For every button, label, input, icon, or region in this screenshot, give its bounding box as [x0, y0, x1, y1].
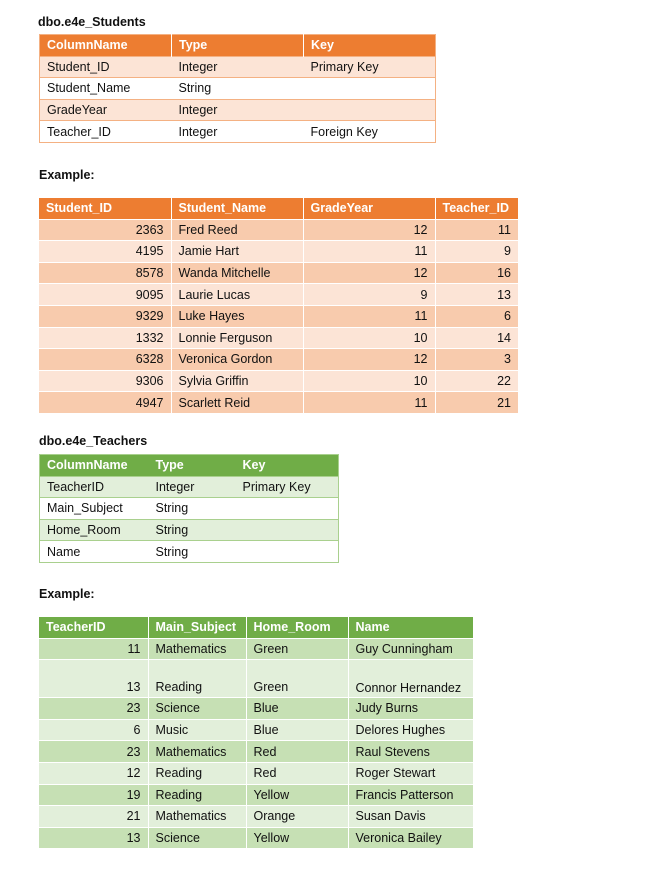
- table-cell: 9: [303, 284, 435, 306]
- header-cell: GradeYear: [303, 198, 435, 219]
- table-cell: 11: [303, 305, 435, 327]
- table-cell: Lonnie Ferguson: [171, 327, 303, 349]
- table-cell: String: [149, 498, 236, 520]
- table-cell: 16: [435, 262, 518, 284]
- header-cell: Student_ID: [39, 198, 171, 219]
- table-cell: 6328: [39, 349, 171, 371]
- table-cell: Student_Name: [40, 78, 172, 100]
- table-cell: Integer: [172, 56, 304, 78]
- table-cell: 9: [435, 241, 518, 263]
- table-row: [39, 370, 518, 392]
- table-cell: 10: [303, 370, 435, 392]
- table-cell: Green: [246, 638, 348, 660]
- table-cell: Guy Cunningham: [348, 638, 473, 660]
- header-cell: Type: [172, 35, 304, 57]
- table-cell: Veronica Bailey: [348, 827, 473, 848]
- table-cell: Yellow: [246, 827, 348, 848]
- table-row: [39, 784, 473, 806]
- table-cell: Blue: [246, 698, 348, 720]
- header-cell: Key: [304, 35, 436, 57]
- table-cell: Name: [40, 541, 149, 563]
- table-row: [40, 78, 436, 100]
- table-cell: Home_Room: [40, 519, 149, 541]
- table-row: [39, 392, 518, 413]
- table-cell: Fred Reed: [171, 219, 303, 241]
- table-cell: 19: [39, 784, 148, 806]
- header-cell: Main_Subject: [148, 617, 246, 638]
- table-cell: Integer: [172, 121, 304, 143]
- header-cell: Key: [236, 455, 339, 477]
- header-row: [39, 617, 473, 638]
- table-cell: Susan Davis: [348, 806, 473, 828]
- table-cell: 1332: [39, 327, 171, 349]
- table-cell: Sylvia Griffin: [171, 370, 303, 392]
- table-row: [40, 56, 436, 78]
- table-cell: Student_ID: [40, 56, 172, 78]
- header-cell: Name: [348, 617, 473, 638]
- table-row: [39, 762, 473, 784]
- table-row: [39, 660, 473, 698]
- table-cell: Judy Burns: [348, 698, 473, 720]
- table-cell: 9095: [39, 284, 171, 306]
- table-cell: Integer: [149, 476, 236, 498]
- table-cell: 13: [39, 660, 148, 698]
- table-cell: Primary Key: [304, 56, 436, 78]
- header-cell: Type: [149, 455, 236, 477]
- table-cell: [236, 541, 339, 563]
- table-cell: 22: [435, 370, 518, 392]
- table-cell: 11: [303, 241, 435, 263]
- table-row: [40, 99, 436, 121]
- header-cell: Student_Name: [171, 198, 303, 219]
- table-cell: 9306: [39, 370, 171, 392]
- table-row: [39, 241, 518, 263]
- header-cell: Teacher_ID: [435, 198, 518, 219]
- table-cell: 11: [303, 392, 435, 413]
- table-cell: Francis Patterson: [348, 784, 473, 806]
- teachers-table-title: dbo.e4e_Teachers: [39, 434, 148, 448]
- table-cell: Scarlett Reid: [171, 392, 303, 413]
- table-cell: 11: [39, 638, 148, 660]
- table-cell: [304, 78, 436, 100]
- teachers-example-label: Example:: [39, 587, 95, 601]
- table-cell: Red: [246, 741, 348, 763]
- table-row: [40, 476, 339, 498]
- table-cell: 23: [39, 698, 148, 720]
- table-cell: [236, 519, 339, 541]
- table-cell: Orange: [246, 806, 348, 828]
- table-cell: Mathematics: [148, 741, 246, 763]
- header-row: [40, 35, 436, 57]
- table-cell: 13: [435, 284, 518, 306]
- table-row: [39, 719, 473, 741]
- table-cell: Delores Hughes: [348, 719, 473, 741]
- table-cell: Roger Stewart: [348, 762, 473, 784]
- table-cell: Red: [246, 762, 348, 784]
- table-cell: 11: [435, 219, 518, 241]
- table-cell: 6: [435, 305, 518, 327]
- table-cell: Foreign Key: [304, 121, 436, 143]
- teachers-example-table: [39, 617, 473, 848]
- students-table-title: dbo.e4e_Students: [38, 15, 146, 29]
- table-row: [40, 519, 339, 541]
- table-cell: 21: [435, 392, 518, 413]
- table-cell: 2363: [39, 219, 171, 241]
- table-cell: GradeYear: [40, 99, 172, 121]
- table-cell: Green: [246, 660, 348, 698]
- table-cell: Integer: [172, 99, 304, 121]
- table-cell: 12: [303, 262, 435, 284]
- table-row: [39, 806, 473, 828]
- table-cell: 6: [39, 719, 148, 741]
- table-row: [39, 262, 518, 284]
- table-cell: Science: [148, 698, 246, 720]
- table-cell: Reading: [148, 660, 246, 698]
- students-example-table: [39, 198, 518, 413]
- header-row: [40, 455, 339, 477]
- table-cell: Yellow: [246, 784, 348, 806]
- table-cell: Mathematics: [148, 806, 246, 828]
- table-cell: 12: [303, 349, 435, 371]
- table-cell: 14: [435, 327, 518, 349]
- header-row: [39, 198, 518, 219]
- table-cell: Main_Subject: [40, 498, 149, 520]
- table-cell: Veronica Gordon: [171, 349, 303, 371]
- table-row: [39, 284, 518, 306]
- table-row: [40, 121, 436, 143]
- table-row: [39, 349, 518, 371]
- table-cell: Jamie Hart: [171, 241, 303, 263]
- table-cell: 12: [39, 762, 148, 784]
- table-cell: Music: [148, 719, 246, 741]
- table-cell: Laurie Lucas: [171, 284, 303, 306]
- table-cell: Luke Hayes: [171, 305, 303, 327]
- table-cell: 13: [39, 827, 148, 848]
- students-example-label: Example:: [39, 168, 95, 182]
- table-cell: 10: [303, 327, 435, 349]
- table-row: [39, 698, 473, 720]
- header-cell: Home_Room: [246, 617, 348, 638]
- table-cell: TeacherID: [40, 476, 149, 498]
- table-row: [40, 541, 339, 563]
- table-cell: String: [149, 541, 236, 563]
- table-cell: Raul Stevens: [348, 741, 473, 763]
- header-cell: ColumnName: [40, 35, 172, 57]
- students-schema-table: [39, 34, 436, 143]
- table-cell: Primary Key: [236, 476, 339, 498]
- table-cell: 21: [39, 806, 148, 828]
- table-cell: 9329: [39, 305, 171, 327]
- table-cell: 4195: [39, 241, 171, 263]
- table-row: [40, 498, 339, 520]
- table-cell: Connor Hernandez: [348, 660, 473, 698]
- table-cell: 8578: [39, 262, 171, 284]
- table-cell: 12: [303, 219, 435, 241]
- table-cell: String: [149, 519, 236, 541]
- table-cell: Teacher_ID: [40, 121, 172, 143]
- table-cell: Reading: [148, 784, 246, 806]
- table-cell: 23: [39, 741, 148, 763]
- table-cell: Reading: [148, 762, 246, 784]
- table-cell: 3: [435, 349, 518, 371]
- table-row: [39, 305, 518, 327]
- header-cell: ColumnName: [40, 455, 149, 477]
- table-row: [39, 327, 518, 349]
- table-row: [39, 827, 473, 848]
- table-cell: [236, 498, 339, 520]
- table-row: [39, 219, 518, 241]
- table-row: [39, 638, 473, 660]
- table-cell: Blue: [246, 719, 348, 741]
- table-cell: [304, 99, 436, 121]
- table-cell: Science: [148, 827, 246, 848]
- table-cell: Mathematics: [148, 638, 246, 660]
- table-cell: 4947: [39, 392, 171, 413]
- table-row: [39, 741, 473, 763]
- header-cell: TeacherID: [39, 617, 148, 638]
- teachers-schema-table: [39, 454, 339, 563]
- table-cell: String: [172, 78, 304, 100]
- table-cell: Wanda Mitchelle: [171, 262, 303, 284]
